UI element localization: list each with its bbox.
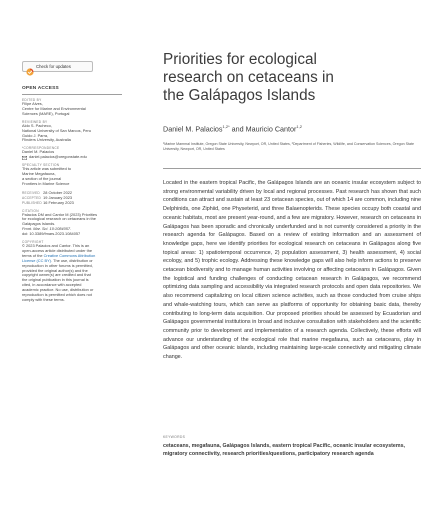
keywords-list: cetaceans, megafauna, Galápagos Islands, eastern tropical Pacific, oceanic insular ecosystems, migratory connectivity, research priorities/questions, participatory research agenda — [163, 443, 405, 457]
copyright-label: COPYRIGHT — [22, 240, 44, 245]
reviewer-line: Aldo S. Pacheco, — [22, 122, 52, 128]
received-date: 28 October 2022 — [43, 189, 73, 195]
copyright-line: © 2023 Palacios and Cantor. This is an — [22, 243, 90, 249]
reviewer-line: Flinders University, Australia — [22, 137, 71, 143]
citation-line: for ecological research on cetaceans in the — [22, 216, 96, 222]
specialty-line: Marine Megafauna, — [22, 171, 56, 177]
editor-line: Sciences (MARE), Portugal — [22, 110, 70, 116]
copyright-text: terms of the — [22, 252, 44, 258]
license-link[interactable]: License (CC BY) — [22, 257, 51, 263]
reviewed-by-label: REVIEWED BY — [22, 119, 48, 124]
author-affiliation-marker: 1,2 — [296, 124, 302, 129]
editor-line: Filipe Alves, — [22, 101, 43, 106]
received-label: RECEIVED — [22, 190, 40, 195]
published-date: 16 February 2023 — [43, 199, 74, 205]
author-join: and — [229, 124, 246, 134]
title-line: Priorities for ecological — [163, 51, 317, 68]
copyright-line: provided the original author(s) and the — [22, 267, 88, 273]
citation-line: Galápagos Islands. — [22, 221, 56, 227]
correspondence-email[interactable]: daniel.palacios@oregonstate.edu — [29, 154, 87, 160]
citation-line: Palacios DM and Cantor M (2023) Priorities — [22, 211, 98, 217]
editor-line: Centre for Marine and Environmental — [22, 105, 86, 111]
correspondence-name: Daniel M. Palacios — [22, 149, 55, 155]
specialty-line: Frontiers in Marine Science — [22, 180, 70, 186]
copyright-line: academic practice. No use, distribution or — [22, 287, 94, 293]
correspondence-email-row[interactable] — [22, 155, 137, 160]
edited-by-label: EDITED BY — [22, 98, 42, 102]
published-label: PUBLISHED — [22, 200, 42, 205]
header-divider — [163, 168, 421, 169]
title-line: the Galápagos Islands — [163, 87, 316, 105]
check-for-updates-button[interactable] — [22, 61, 93, 72]
published-date-row — [22, 201, 137, 206]
copyright-line: the original publication in this journal is — [22, 277, 89, 283]
author-name[interactable]: Daniel M. Palacios — [163, 124, 223, 134]
correspondence-label: *CORRESPONDENCE — [22, 146, 60, 151]
article-sidebar — [22, 86, 137, 303]
sidebar-divider — [22, 94, 122, 95]
specialty-line: a section of the journal — [22, 175, 62, 181]
author-list — [163, 124, 302, 133]
copyright-line: cited, in accordance with accepted — [22, 282, 82, 288]
keywords-label: KEYWORDS — [163, 435, 186, 439]
citation-line: Front. Mar. Sci. 10:1084057. — [22, 226, 72, 232]
check-for-updates-icon — [26, 63, 34, 71]
copyright-line: copyright owner(s) are credited and that — [22, 272, 91, 278]
specialty-line: This article was submitted to — [22, 166, 72, 172]
copyright-line: comply with these terms. — [22, 297, 65, 302]
license-link[interactable]: Creative Commons Attribution — [43, 252, 96, 258]
title-line: research on cetaceans in — [163, 69, 334, 87]
accepted-date: 19 January 2023 — [43, 194, 73, 200]
copyright-line: open-access article distributed under the — [22, 247, 93, 253]
copyright-line: reproduction in other forums is permitted, — [22, 262, 93, 268]
author-affiliations: ¹Marine Mammal Institute, Oregon State University, Newport, OR, United States, ²Department of Fisheries, Wildlife, and Conservation Sciences, Oregon State University, Newport, OR, United States — [163, 142, 414, 151]
author-name[interactable]: Mauricio Cantor — [245, 124, 297, 134]
accepted-label: ACCEPTED — [22, 195, 41, 200]
article-title — [163, 51, 413, 106]
envelope-icon — [22, 156, 27, 160]
specialty-section-label: SPECIALTY SECTION — [22, 163, 60, 168]
reviewer-line: National University of San Marcos, Peru — [22, 127, 91, 133]
reviewer-line: Guido J. Parra, — [22, 132, 49, 138]
copyright-text: . The use, distribution or — [50, 257, 93, 263]
abstract-text: Located in the eastern tropical Pacific, the Galápagos Islands are an oceanic insular ecosystem subject to strong environmental variability driven by local and regional processes. Past research has shown that such conditions can attract and sustain at least 23 cetacean species, out of which 14 are common, including nine Delphinids, one Ziphiid, one Physeterid, and three Balaenopterids. These species occupy both coastal and oceanic habitats, most are present year-round, and a few are migratory. However, research on cetaceans in Galápagos has been sporadic and chronically underfunded and is not currently considered a priority in the research agenda for Galápagos. Based on a review of existing information and an assessment of knowledge gaps, here we identify priorities for ecological research on cetaceans in Galápagos along five topical areas: 1) spatiotemporal occurrence, 2) population assessment, 3) health assessment, 4) social ecology, and 5) trophic ecology. Addressing these knowledge gaps will also help inform actions to preserve cetacean biodiversity and to manage human activities involving or affecting cetaceans in Galápagos. Given the logistical and funding challenges of conducting cetacean research in Galápagos, we recommend optimizing data sampling and accessibility via integrated research protocols and open data repositories. We also recommend capitalizing on local citizen science activities, such as those conducted from cruise ships and whale-watching tours, which can serve as platforms of opportunity for obtaining basic data, thereby contributing to long-term data acquisition. Our proposed priorities should be assessed by Ecuadorian and Galápagos governmental institutions in broad and inclusive consultation with stakeholders and the scientific community prior to development and implementation of a research agenda. Collectively, these efforts will advance our understanding of the ecological role that marine megafauna, such as cetaceans, play in Galápagos and other oceanic islands, including maintaining large-scale connectivity and mitigating climate change. — [163, 180, 421, 361]
citation-doi[interactable]: doi: 10.3389/fmars.2023.1084057 — [22, 231, 81, 237]
copyright-line: reproduction is permitted which does not — [22, 292, 92, 298]
open-access-label: OPEN ACCESS — [22, 86, 59, 91]
author-affiliation-marker: 1,2* — [222, 124, 230, 129]
check-for-updates-label: Check for updates — [36, 64, 71, 69]
citation-label: CITATION — [22, 208, 39, 213]
